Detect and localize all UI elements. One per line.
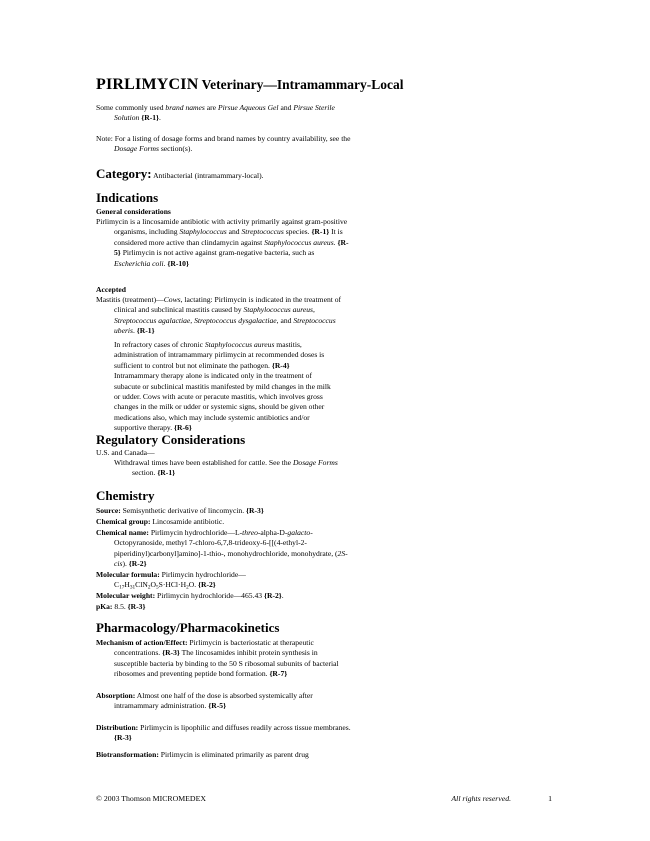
mechanism-label: Mechanism of action/Effect: (96, 638, 188, 647)
indications-heading: Indications (96, 190, 159, 205)
footer-rights: All rights reserved. (451, 794, 512, 803)
text-segment: Staphylococcus aureus (243, 305, 314, 315)
chemical-group-label: Chemical group: (96, 517, 151, 526)
pharmacology-heading: Pharmacology/Pharmacokinetics (96, 620, 280, 635)
text-segment: Streptococcus (241, 227, 284, 237)
text-segment: Staphylococcus aureus (264, 237, 334, 247)
text-segment: {R-10} (167, 258, 189, 268)
text-segment: Escherichia coli (114, 258, 164, 268)
molecular-weight-text (155, 591, 284, 600)
drug-title (96, 76, 516, 94)
text-segment: -alpha-D- (257, 528, 288, 537)
text-segment: ClN (135, 580, 148, 590)
chemical-group-line (96, 517, 352, 527)
text-segment: {R-3} (114, 733, 132, 743)
text-segment: Intramammary therapy alone is indicated only in the treatment of subacute or subclinical mastitis manifested by mild changes in the milk or udder. Cows with acute or peracute mastitis, which involves gross changes in the milk or udder or systemic signs, should be given other medications also, which may include systemic antibiotics and/or supportive therapy. (114, 371, 331, 433)
molecular-formula-label: Molecular formula: (96, 570, 160, 579)
text-segment: . (333, 237, 338, 247)
mechanism-paragraph (96, 638, 352, 680)
text-segment: Pirlimycin is not active against gram-negative bacteria, such as (120, 248, 315, 258)
text-segment: , lactating: Pirlimycin is indicated in the treatment of clinical and subclinical mastitis caused by (114, 295, 342, 315)
text-segment: , (190, 315, 195, 325)
accepted-label: Accepted (96, 285, 126, 294)
text-segment: The lincosamides inhibit protein synthesis in susceptible bacteria by binding to the 50 S ribosomal subunits of bacterial ribosomes and preventing peptide bond formation. (114, 648, 339, 679)
molecular-weight-label: Molecular weight: (96, 591, 156, 600)
text-segment: ). (122, 559, 129, 569)
text-segment: {R-7} (269, 669, 288, 679)
text-segment: , and (276, 315, 294, 325)
biotransformation-text (159, 750, 309, 759)
text-segment: {R-1} (311, 227, 330, 237)
category-value: Antibacterial (intramammary-local). (151, 171, 264, 180)
text-segment: and (278, 103, 294, 112)
text-segment: Almost one half of the dose is absorbed systemically after intramammary administration. (114, 691, 313, 711)
chemical-name-label: Chemical name: (96, 528, 149, 537)
text-segment: O. (188, 580, 198, 590)
general-considerations-label: General considerations (96, 207, 171, 216)
text-segment: Mastitis (treatment)— (96, 295, 164, 304)
text-segment: Pirlimycin is bacteriostatic at therapeutic concentrations. (114, 638, 314, 658)
chemistry-heading: Chemistry (96, 488, 155, 503)
text-segment: Pirlimycin is lipophilic and diffuses readily across tissue membranes. (138, 723, 351, 732)
chemical-group-text (151, 517, 225, 526)
text-segment: {R-1} (141, 113, 160, 123)
text-segment: section(s). (158, 144, 193, 154)
pka-text (112, 602, 145, 611)
text-segment: {R-2} (128, 559, 147, 569)
text-segment: {R-6} (174, 423, 192, 433)
source-line (96, 506, 352, 516)
footer-copyright: © 2003 Thomson MICROMEDEX (96, 794, 206, 803)
text-segment: and (226, 227, 242, 237)
text-segment: O (150, 580, 156, 590)
text-segment: 2 (147, 584, 151, 591)
withdrawal-paragraph (114, 458, 344, 479)
text-segment: 8.5. (112, 602, 128, 611)
text-segment: are (204, 103, 218, 112)
absorption-text (114, 691, 313, 710)
text-segment: . (281, 591, 284, 600)
text-segment: {R-3} (127, 602, 146, 611)
title-qualifier: Veterinary—Intramammary-Local (198, 77, 404, 92)
text-segment: Pirlimycin hydrochloride—465.43 (155, 591, 264, 600)
text-segment: section. (132, 468, 158, 478)
text-segment: {R-2} (263, 591, 282, 600)
refractory-note-paragraph (114, 340, 332, 434)
pka-label: pKa: (96, 602, 113, 611)
region-line: U.S. and Canada— (96, 448, 155, 457)
title-drug-name: PIRLIMYCIN (96, 76, 199, 93)
text-segment: Lincosamide antibiotic. (150, 517, 225, 526)
page-number: 1 (548, 794, 552, 803)
text-segment: H (124, 580, 130, 590)
text-segment: . (159, 113, 161, 123)
distribution-paragraph (96, 723, 352, 744)
footer-right-group (451, 794, 552, 803)
text-segment: Withdrawal times have been established for cattle. See the (114, 458, 293, 467)
text-segment: 2 (186, 584, 189, 591)
chemical-name-text (114, 528, 348, 568)
text-segment: Dosage Forms (114, 144, 159, 154)
text-segment: 2S-cis (114, 548, 348, 569)
text-segment: Cows (163, 295, 181, 304)
text-segment: S·HCl·H (158, 580, 187, 590)
text-segment: threo (242, 528, 258, 537)
text-segment: Some commonly used (96, 103, 166, 112)
brand-names-paragraph (96, 103, 352, 124)
text-segment: {R-1} (136, 326, 155, 336)
category-line (96, 165, 516, 183)
text-segment: Dosage Forms (292, 458, 338, 467)
biotransformation-paragraph (96, 750, 352, 760)
text-segment: . (132, 326, 137, 336)
text-segment: {R-5} (114, 237, 349, 258)
distribution-label: Distribution: (96, 723, 139, 732)
molecular-weight-line (96, 591, 352, 601)
molecular-formula-line (96, 570, 352, 593)
text-segment: Pirlimycin is a lincosamide antibiotic with activity primarily against gram-positive organisms, including (96, 217, 348, 237)
text-segment: Note: For a listing of dosage forms and brand names by country availability, see the (96, 134, 351, 143)
category-heading: Category: (96, 166, 152, 181)
text-segment: Pirlimycin hydrochloride— (159, 570, 246, 579)
source-label: Source: (96, 506, 121, 515)
text-segment: C (114, 580, 120, 590)
text-segment: {R-3} (246, 506, 264, 515)
text-segment: Streptococcus agalactiae (114, 315, 191, 325)
text-segment: Staphylococcus aureus (204, 340, 275, 349)
text-segment: Pirlimycin hydrochloride—L- (148, 528, 243, 537)
text-segment: {R-1} (157, 468, 176, 478)
text-segment: {R-2} (198, 580, 216, 590)
chemical-name-line (96, 528, 352, 570)
text-segment: Semisynthetic derivative of lincomycin. (120, 506, 247, 515)
text-segment: -Octopyranoside, methyl 7-chloro-6,7,8-trideoxy-6-[[(4-ethyl-2-piperidinyl)carbonyl]amino]-1-thio-, monohydrochloride, monohydrate, ( (114, 528, 338, 558)
text-segment: species. (283, 227, 312, 237)
text-segment: galacto (287, 528, 311, 537)
text-segment: brand names (165, 103, 205, 112)
text-segment: Staphylococcus (179, 227, 227, 237)
text-segment: . (163, 258, 168, 268)
absorption-label: Absorption: (96, 691, 136, 700)
general-considerations-paragraph (96, 217, 352, 269)
text-segment: {R-3} (162, 648, 180, 658)
text-segment: Pirsue Aqueous Gel (217, 103, 279, 112)
regulatory-heading: Regulatory Considerations (96, 432, 246, 447)
text-segment: , (313, 305, 315, 315)
dosage-note-paragraph (96, 134, 352, 155)
text-segment: {R-4} (271, 360, 290, 370)
distribution-text (114, 723, 351, 742)
text-segment: {R-5} (208, 701, 227, 711)
absorption-paragraph (96, 691, 352, 712)
text-segment: In refractory cases of chronic (114, 340, 205, 349)
page-footer (96, 794, 552, 803)
text-segment: Pirsue Sterile Solution (114, 103, 335, 123)
text-segment: It is considered more active than clindamycin against (114, 227, 343, 247)
mastitis-indication-paragraph (96, 295, 352, 337)
text-segment: mastitis, administration of intramammary pirlimycin at recommended doses is sufficient to control but not eliminate the pathogen. (114, 340, 325, 370)
text-segment: Streptococcus dysgalactiae (194, 315, 277, 325)
text-segment: Pirlimycin is eliminated primarily as parent drug (158, 750, 309, 759)
text-segment: 17 (119, 584, 125, 591)
pka-line (96, 602, 352, 612)
biotransformation-label: Biotransformation: (96, 750, 159, 759)
source-text (121, 506, 264, 515)
text-segment: 5 (155, 584, 159, 591)
text-segment: Streptococcus uberis (114, 315, 336, 336)
text-segment: 31 (129, 584, 136, 591)
